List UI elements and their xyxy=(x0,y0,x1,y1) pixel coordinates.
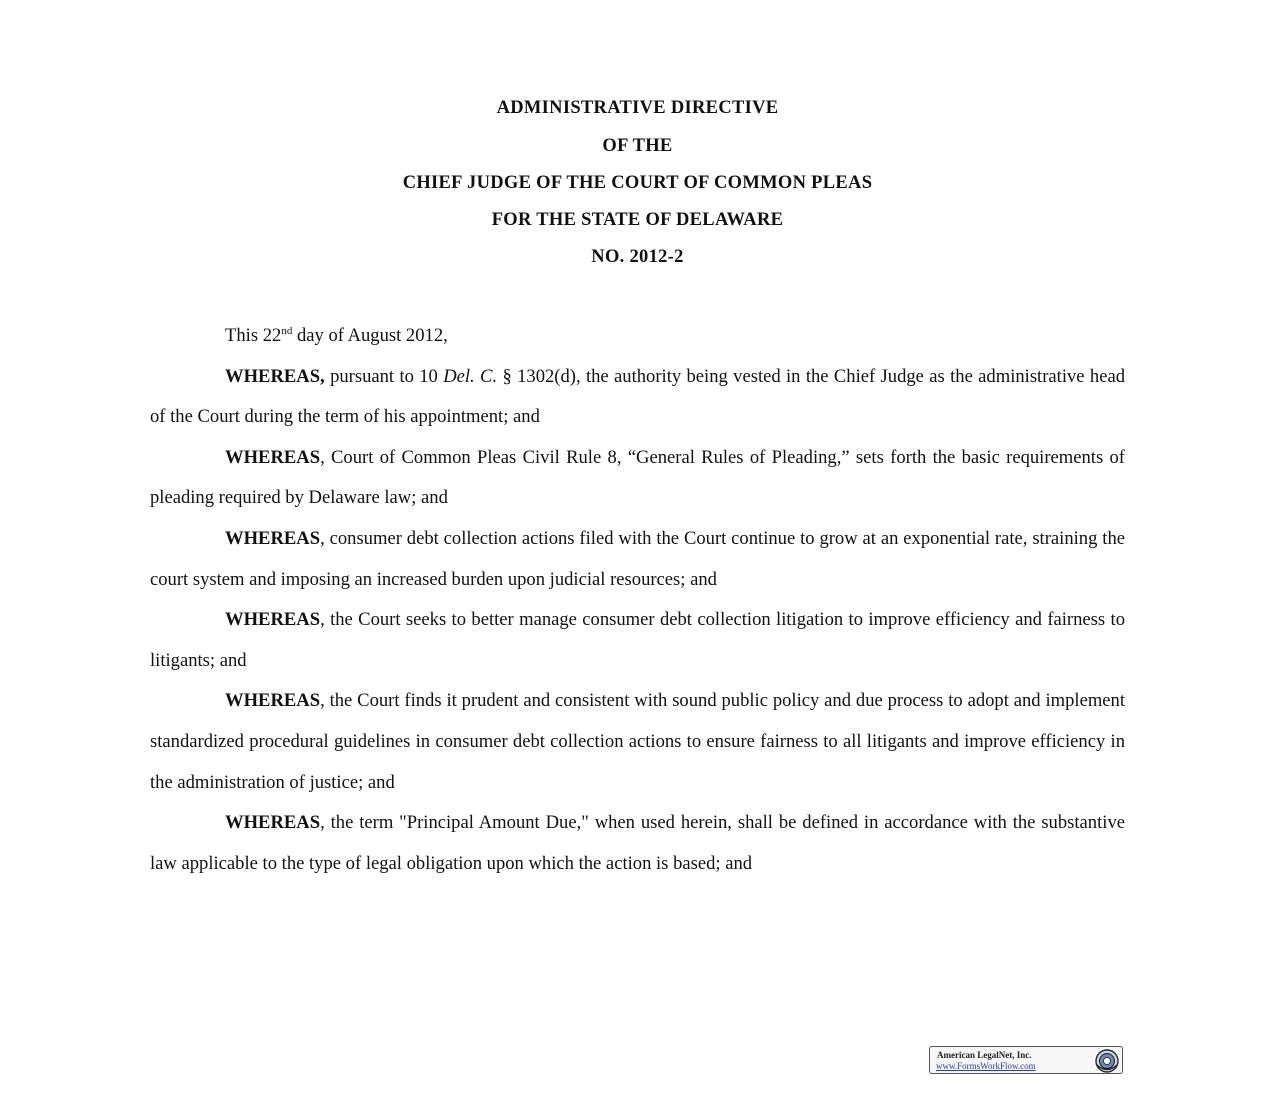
whereas-text: , consumer debt collection actions filed with the Court continue to grow at an exponential rate, straining the court system and imposing an increased burden upon judicial resources; and xyxy=(150,527,1125,590)
jurisdiction: FOR THE STATE OF DELAWARE xyxy=(491,210,784,230)
whereas-paragraph-6 xyxy=(150,803,1125,884)
whereas-keyword: WHEREAS xyxy=(225,446,321,468)
directive-subtitle-of-the: OF THE xyxy=(602,136,673,156)
whereas-text: , the term "Principal Amount Due," when used herein, shall be defined in accordance with the substantive law applicable to the type of legal obligation upon which the action is based; and xyxy=(150,812,1125,874)
american-legalnet-logo[interactable] xyxy=(929,1046,1123,1074)
dateline-paragraph xyxy=(150,316,1125,357)
dateline-suffix: day of August 2012, xyxy=(292,325,448,346)
whereas-keyword: WHEREAS xyxy=(225,812,321,834)
whereas-text: , Court of Common Pleas Civil Rule 8, “General Rules of Pleading,” sets forth the basic requirements of pleading required by Delaware law; and xyxy=(150,446,1125,509)
whereas-paragraph-5 xyxy=(150,681,1125,803)
whereas-keyword: WHEREAS xyxy=(225,527,321,549)
whereas-paragraph-2 xyxy=(150,438,1125,519)
whereas-paragraph-4 xyxy=(150,600,1125,681)
directive-number: NO. 2012-2 xyxy=(591,247,684,267)
whereas-keyword: WHEREAS xyxy=(225,609,321,631)
whereas-text: § 1302(d), the authority being vested in the Chief Judge as the administrative head of the Court during the term of his appointment; and xyxy=(150,365,1125,428)
globe-emblem-icon xyxy=(1094,1048,1120,1074)
whereas-keyword: WHEREAS xyxy=(225,690,321,712)
whereas-text: pursuant to 10 xyxy=(324,365,444,387)
logo-website-link[interactable]: www.FormsWorkFlow.com xyxy=(936,1061,1036,1071)
whereas-text: , the Court seeks to better manage consumer debt collection litigation to improve efficiency and fairness to litigants; and xyxy=(150,609,1125,671)
directive-body xyxy=(150,316,1125,884)
whereas-keyword: WHEREAS, xyxy=(225,365,325,387)
statute-citation: Del. C. xyxy=(443,365,498,387)
whereas-text: , the Court finds it prudent and consistent with sound public policy and due process to adopt and implement standardized procedural guidelines in consumer debt collection actions to ensure fairness to all litigants and improve efficiency in the administration of justice; and xyxy=(150,690,1125,793)
logo-company-name: American LegalNet, Inc. xyxy=(937,1050,1032,1060)
directive-title: ADMINISTRATIVE DIRECTIVE xyxy=(496,98,779,118)
dateline-ordinal-suffix: nd xyxy=(281,324,293,337)
dateline-prefix: This 22 xyxy=(225,325,282,346)
issuing-authority: CHIEF JUDGE OF THE COURT OF COMMON PLEAS xyxy=(402,173,873,193)
whereas-paragraph-3 xyxy=(150,519,1125,600)
whereas-paragraph-1 xyxy=(150,357,1125,438)
